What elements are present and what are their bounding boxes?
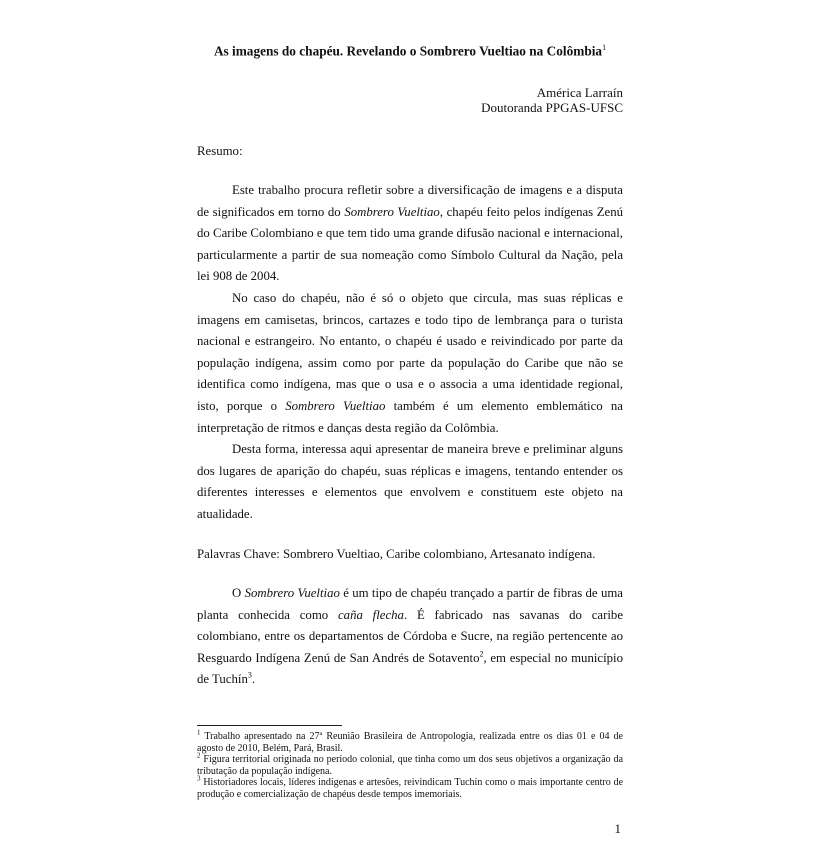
abstract-paragraph-1 (197, 180, 623, 288)
footnote-1 (197, 728, 623, 754)
abstract (197, 180, 623, 526)
italic-text: Sombrero Vueltiao (285, 398, 386, 413)
text: , chapéu feito pelos indígenas Zenú do Caribe Colombiano e que tem tido uma grande difusão nacional e internacional, particularmente a partir de sua nomeação como Símbolo Cultural da Nação, pela lei 908 de 2004. (197, 204, 624, 284)
footnote-2 (197, 751, 624, 777)
footnote-number: 2 (197, 751, 201, 760)
text: Este trabalho procura refletir sobre a diversificação de imagens e a disputa de significados em torno do (197, 183, 623, 219)
keywords: Palavras Chave: Sombrero Vueltiao, Caribe colombiano, Artesanato indígena. (197, 546, 596, 561)
footnote-ref: 1 (602, 43, 607, 52)
author-name: América Larraín (536, 85, 623, 101)
footnotes (197, 728, 624, 801)
footnote-text: Trabalho apresentado na 27ª Reunião Brasileira de Antropologia, realizada entre os dias 01 e 04 de agosto de 2010, Belém, Pará, Brasil. (197, 731, 623, 754)
text: , em especial no município de Tuchín (197, 650, 623, 687)
footnote-number: 3 (197, 775, 201, 784)
body (197, 583, 623, 691)
body-paragraph-1 (197, 583, 623, 691)
footnote-number: 1 (197, 728, 201, 737)
italic-text: caña flecha (337, 607, 404, 622)
footnote-ref: 3 (247, 671, 252, 681)
text: também é um elemento emblemático na interpretação de ritmos e danças desta região da Colômbia. (197, 398, 623, 435)
abstract-paragraph-2 (197, 288, 623, 439)
text: O (232, 586, 245, 601)
title-text: As imagens do chapéu. Revelando o Sombrero Vueltiao na Colômbia (213, 43, 603, 59)
abstract-label: Resumo: (197, 144, 243, 159)
footnote-3 (197, 777, 623, 800)
page-number: 1 (614, 820, 621, 836)
text: . (251, 672, 256, 687)
italic-text: Sombrero Vueltiao (244, 586, 340, 601)
footnote-ref: 2 (479, 649, 484, 659)
italic-text: Sombrero Vueltiao (344, 204, 440, 219)
text: No caso do chapéu, não é só o objeto que circula, mas suas réplicas e imagens em camisetas, brincos, cartazes e todo tipo de lembrança para o turista nacional e estrangeiro. No entanto, o chapéu é usado e reivindicado por parte da população indígena, assim como por parte da população do Caribe que não se identifica como indígena, mas que o usa e o associa a uma identidade regional, isto, porque o (197, 290, 623, 413)
author-block (197, 85, 623, 115)
text: . É fabricado nas savanas do caribe colombiano, entre os departamentos de Córdoba e Sucre, na região pertencente ao Resguardo Indígena Zenú de San Andrés de Sotavento (197, 607, 623, 665)
footnote-text: Figura territorial originada no período colonial, que tinha como um dos seus objetivos a organização da tributação da população indígena. (197, 754, 624, 777)
footnote-divider (197, 725, 342, 726)
author-affiliation: Doutoranda PPGAS-UFSC (481, 100, 623, 116)
text: é um tipo de chapéu trançado a partir de fibras de uma planta conhecida como (197, 586, 623, 622)
footnote-text: Historiadores locais, líderes indígenas e artesões, reivindicam Tuchín como o mais importante centro de produção e comercialização de chapéus desde tempos imemoriais. (197, 777, 624, 801)
abstract-paragraph-3: Desta forma, interessa aqui apresentar de maneira breve e preliminar alguns dos lugares de aparição do chapéu, suas réplicas e imagens, tentando entender os diferentes interesses e elementos que envolvem e constituem este objeto na atualidade. (197, 442, 623, 521)
document-title (0, 40, 820, 59)
